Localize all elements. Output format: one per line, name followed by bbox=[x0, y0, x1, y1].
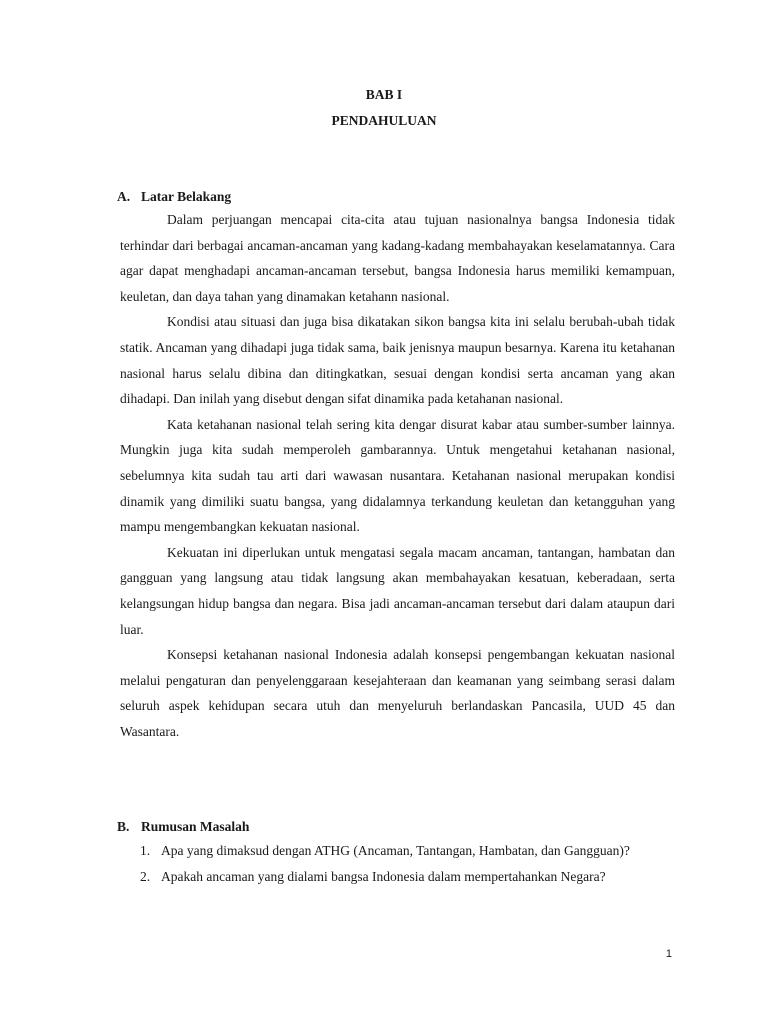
paragraph: Konsepsi ketahanan nasional Indonesia adalah konsepsi pengembangan kekuatan nasional melalui pengaturan dan penyelenggaraan kesejahteraan dan keamanan yang seimbang serasi dalam seluruh aspek kehidupan secara utuh dan menyeluruh berlandaskan Pancasila, UUD 45 dan Wasantara. bbox=[120, 647, 675, 739]
page-number: 1 bbox=[665, 948, 672, 960]
section-a-letter: A. bbox=[117, 189, 131, 204]
list-item-text: Apa yang dimaksud dengan ATHG (Ancaman, Tantangan, Hambatan, dan Gangguan)? bbox=[161, 843, 630, 858]
section-a-title: Latar Belakang bbox=[141, 189, 232, 204]
section-b-title: Rumusan Masalah bbox=[141, 819, 250, 834]
paragraph: Kata ketahanan nasional telah sering kita dengar disurat kabar atau sumber-sumber lainnya. Mungkin juga kita sudah memperoleh gambarannya. Untuk mengetahui ketahanan nasional, sebelumnya kita sudah tau arti dari wawasan nusantara. Ketahanan nasional merupakan kondisi dinamik yang dimiliki suatu bangsa, yang didalamnya terkandung keuletan dan ketangguhan yang mampu mengembangkan kekuatan nasional. bbox=[120, 416, 675, 535]
list-item bbox=[140, 864, 675, 890]
section-b-letter: B. bbox=[117, 819, 130, 834]
paragraph: Dalam perjuangan mencapai cita-cita atau tujuan nasionalnya bangsa Indonesia tidak terhindar dari berbagai ancaman-ancaman yang kadang-kadang membahayakan keselamatannya. Cara agar dapat menghadapi ancaman-ancaman tersebut, bangsa Indonesia harus memiliki kemampuan, keuletan, dan daya tahan yang dinamakan ketahann nasional. bbox=[120, 212, 675, 304]
paragraph: Kekuatan ini diperlukan untuk mengatasi segala macam ancaman, tantangan, hambatan dan gangguan yang langsung atau tidak langsung akan membahayakan kesatuan, keberadaan, serta kelangsungan hidup bangsa dan negara. Bisa jadi ancaman-ancaman tersebut dari dalam ataupun dari luar. bbox=[120, 544, 675, 637]
list-item-number: 1. bbox=[140, 843, 151, 858]
section-a-heading bbox=[117, 189, 231, 205]
list-item-text: Apakah ancaman yang dialami bangsa Indonesia dalam mempertahankan Negara? bbox=[161, 868, 606, 884]
list-item bbox=[140, 838, 675, 864]
chapter-number: BAB I bbox=[365, 87, 403, 102]
list-item-number: 2. bbox=[140, 868, 151, 884]
section-b-heading bbox=[117, 819, 249, 835]
problem-list bbox=[140, 838, 675, 889]
paragraph: Kondisi atau situasi dan juga bisa dikatakan sikon bangsa kita ini selalu berubah-ubah tidak statik. Ancaman yang dihadapi juga tidak sama, baik jenisnya maupun besarnya. Karena itu ketahanan nasional harus selalu dibina dan ditingkatkan, sesuai dengan kondisi serta ancaman yang akan dihadapi. Dan inilah yang disebut dengan sifat dinamika pada ketahanan nasional. bbox=[120, 314, 675, 407]
section-a-body bbox=[120, 207, 675, 744]
chapter-title: PENDAHULUAN bbox=[331, 113, 437, 128]
